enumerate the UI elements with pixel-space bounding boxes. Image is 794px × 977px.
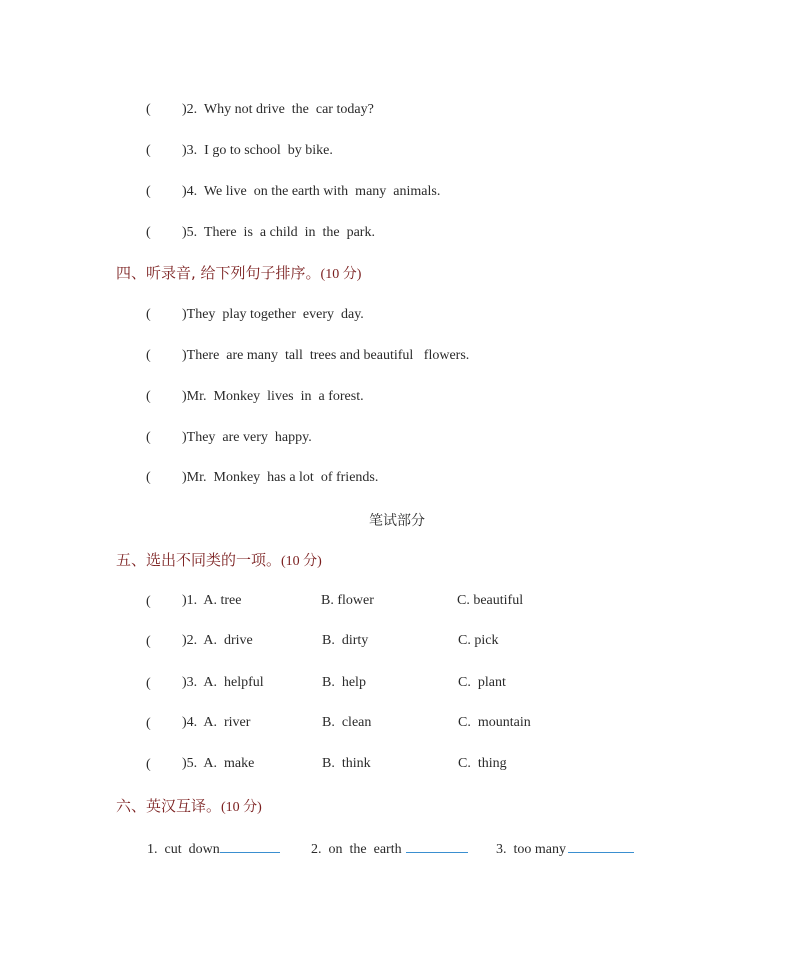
translation-item [311,838,468,858]
question-item: )5. There is a child in the park. [182,225,375,240]
option-b: B. help [322,675,366,690]
answer-paren: ( [146,307,151,322]
option-c: C. plant [458,675,506,690]
answer-blank[interactable] [220,838,280,853]
translation-term: 1. cut down [147,842,220,857]
option-c: C. mountain [458,715,531,730]
option-c: C. thing [458,756,507,771]
answer-paren: ( [146,430,151,445]
answer-paren: ( [146,143,151,158]
section-6-points: (10 分) [221,800,262,815]
answer-paren: ( [146,348,151,363]
answer-paren: ( [146,757,151,772]
option-b: B. flower [321,593,374,608]
written-part-title: 笔试部分 [369,513,425,529]
question-item: )3. I go to school by bike. [182,143,333,158]
option-a: )2. A. drive [182,633,253,648]
option-b: B. dirty [322,633,369,648]
answer-blank[interactable] [406,838,468,853]
option-b: B. clean [322,715,372,730]
sentence-item: )They play together every day. [182,307,364,322]
translation-term: 2. on the earth [311,842,402,857]
option-a: )4. A. river [182,715,251,730]
sentence-item: )There are many tall trees and beautiful flowers. [182,348,470,363]
option-c: C. pick [458,633,499,648]
question-item: )4. We live on the earth with many animals. [182,184,441,199]
answer-paren: ( [146,389,151,404]
option-a: )1. A. tree [182,593,242,608]
section-4-points: (10 分) [320,267,362,282]
option-b: B. think [322,756,371,771]
section-4-title: 四、听录音, 给下列句子排序。 [116,264,321,282]
answer-blank[interactable] [568,838,634,853]
section-6-heading [116,795,262,816]
answer-paren: ( [146,102,151,117]
option-a: )3. A. helpful [182,675,264,690]
translation-item [496,838,634,858]
answer-paren: ( [146,634,151,649]
answer-paren: ( [146,594,151,609]
sentence-item: )They are very happy. [182,430,312,445]
answer-paren: ( [146,225,151,240]
option-c: C. beautiful [457,593,524,608]
question-item: )2. Why not drive the car today? [182,102,374,117]
option-a: )5. A. make [182,756,255,771]
section-5-points: (10 分) [281,554,322,569]
translation-item [147,838,280,858]
answer-paren: ( [146,470,151,485]
sentence-item: )Mr. Monkey lives in a forest. [182,389,364,404]
section-5-title: 五、选出不同类的一项。 [116,551,282,569]
sentence-item: )Mr. Monkey has a lot of friends. [182,470,379,485]
answer-paren: ( [146,184,151,199]
section-5-heading [116,549,322,570]
translation-term: 3. too many [496,842,566,857]
answer-paren: ( [146,716,151,731]
answer-paren: ( [146,676,151,691]
section-6-title: 六、英汉互译。 [116,797,222,815]
section-4-heading [116,262,361,283]
